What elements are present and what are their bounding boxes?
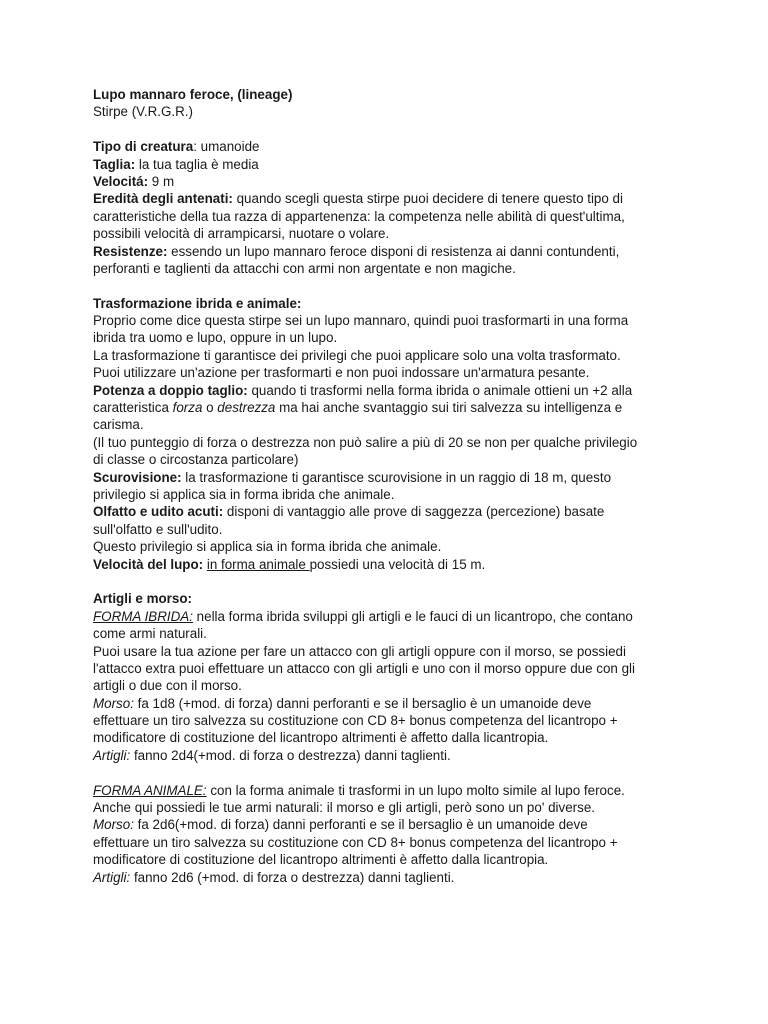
spacer bbox=[93, 121, 683, 138]
heritage-line-3: possibili velocità di arrampicarsi, nuotare o volare. bbox=[93, 226, 390, 242]
animal-line-2: Anche qui possiedi le tue armi naturali: il morso e gli artigli, però sono un po' diverse. bbox=[93, 800, 595, 816]
creature-type-line: Tipo di creatura: umanoide bbox=[93, 139, 260, 155]
hybrid-claws-line: Artigli: fanno 2d4(+mod. di forza o destrezza) danni taglienti. bbox=[93, 747, 451, 763]
speed-line: Velocitá: 9 m bbox=[93, 173, 175, 189]
hybrid-line-3: Puoi usare la tua azione per fare un attacco con gli artigli oppure con il morso, se possiedi bbox=[93, 643, 626, 659]
hybrid-line-2: come armi naturali. bbox=[93, 626, 207, 642]
heritage-line-2: caratteristiche della tua razza di appartenenza: la competenza nelle abilità di quest'ultima, bbox=[93, 208, 625, 224]
transform-p1-line-2: ibrida tra uomo e lupo, oppure in un lupo. bbox=[93, 330, 338, 346]
darkvision-line-1: Scurovisione: la trasformazione ti garantisce scurovisione in un raggio di 18 m, questo bbox=[93, 469, 612, 485]
transform-heading: Trasformazione ibrida e animale: bbox=[93, 295, 302, 311]
document-page bbox=[93, 86, 683, 886]
spacer bbox=[93, 573, 683, 590]
hybrid-line-1: FORMA IBRIDA: nella forma ibrida sviluppi gli artigli e le fauci di un licantropo, che contano bbox=[93, 608, 633, 624]
hybrid-line-5: artigli o due con il morso. bbox=[93, 678, 242, 694]
doc-title: Lupo mannaro feroce, (lineage) bbox=[93, 87, 293, 102]
animal-bite-line-1: Morso: fa 2d6(+mod. di forza) danni perforanti e se il bersaglio è un umanoide deve bbox=[93, 817, 588, 833]
hybrid-bite-line-2: effettuare un tiro salvezza su costituzione con CD 8+ bonus competenza del licantropo + bbox=[93, 713, 618, 729]
spacer bbox=[93, 277, 683, 294]
spacer bbox=[93, 764, 683, 781]
doc-subtitle: Stirpe (V.R.G.R.) bbox=[93, 104, 193, 120]
transform-p1-line-1: Proprio come dice questa stirpe sei un lupo mannaro, quindi puoi trasformarti in una forma bbox=[93, 313, 629, 329]
size-line: Taglia: la tua taglia è media bbox=[93, 156, 259, 172]
smell-line-2: sull'olfatto e sull'udito. bbox=[93, 521, 223, 537]
transform-p2-line-2: Puoi utilizzare un'azione per trasformarti e non puoi indossare un'armatura pesante. bbox=[93, 365, 590, 381]
smell-line-1: Olfatto e udito acuti: disponi di vantaggio alle prove di saggezza (percezione) basate bbox=[93, 504, 605, 520]
power-line-1: Potenza a doppio taglio: quando ti trasformi nella forma ibrida o animale ottieni un +2 alla bbox=[93, 382, 633, 398]
animal-claws-line: Artigli: fanno 2d6 (+mod. di forza o destrezza) danni taglienti. bbox=[93, 869, 455, 885]
animal-bite-line-3: modificatore di costituzione del licantropo altrimenti è affetto dalla licantropia. bbox=[93, 852, 549, 868]
animal-bite-line-2: effettuare un tiro salvezza su costituzione con CD 8+ bonus competenza del licantropo + bbox=[93, 834, 618, 850]
power-line-5: di classe o circostanza particolare) bbox=[93, 452, 299, 468]
power-line-3: carisma. bbox=[93, 417, 144, 433]
transform-p2-line-1: La trasformazione ti garantisce dei privilegi che puoi applicare solo una volta trasformato. bbox=[93, 347, 621, 363]
hybrid-line-4: l'attacco extra puoi effettuare un attacco con gli artigli e uno con il morso oppure due con gli bbox=[93, 660, 635, 676]
claws-heading: Artigli e morso: bbox=[93, 591, 192, 607]
power-line-4: (Il tuo punteggio di forza o destrezza non può salire a più di 20 se non per qualche privilegio bbox=[93, 434, 638, 450]
animal-line-1: FORMA ANIMALE: con la forma animale ti trasformi in un lupo molto simile al lupo feroce. bbox=[93, 782, 625, 798]
wolf-speed-line: Velocità del lupo: in forma animale possiedi una velocità di 15 m. bbox=[93, 556, 486, 572]
resist-line-1: Resistenze: essendo un lupo mannaro feroce disponi di resistenza ai danni contundenti, bbox=[93, 243, 620, 259]
hybrid-bite-line-3: modificatore di costituzione del licantropo altrimenti è affetto dalla licantropia. bbox=[93, 730, 549, 746]
power-line-2: caratteristica forza o destrezza ma hai anche svantaggio sui tiri salvezza su intelligenza e bbox=[93, 400, 623, 416]
smell-line-3: Questo privilegio si applica sia in forma ibrida che animale. bbox=[93, 539, 442, 555]
heritage-line-1: Eredità degli antenati: quando scegli questa stirpe puoi decidere di tenere questo tipo di bbox=[93, 191, 623, 207]
resist-line-2: perforanti e taglienti da attacchi con armi non argentate e non magiche. bbox=[93, 260, 516, 276]
darkvision-line-2: privilegio si applica sia in forma ibrida che animale. bbox=[93, 486, 395, 502]
hybrid-bite-line-1: Morso: fa 1d8 (+mod. di forza) danni perforanti e se il bersaglio è un umanoide deve bbox=[93, 695, 592, 711]
